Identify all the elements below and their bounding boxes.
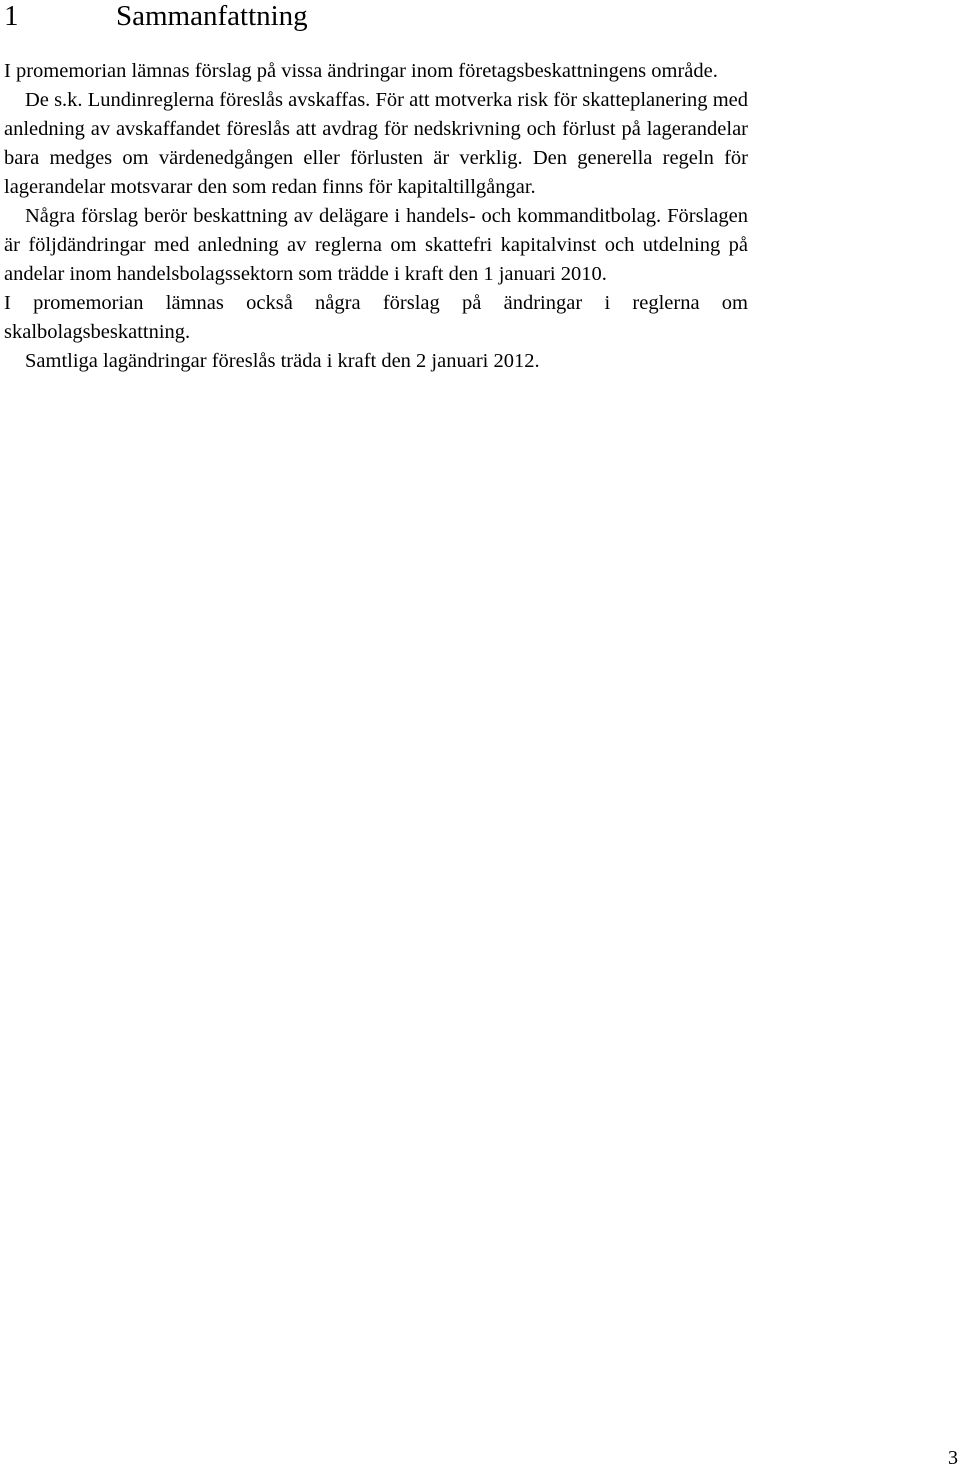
section-title: Sammanfattning — [116, 0, 308, 32]
section-heading — [4, 0, 308, 38]
section-body — [4, 57, 748, 376]
paragraph-intro: I promemorian lämnas förslag på vissa ändringar inom företagsbeskattningens område. — [4, 60, 718, 82]
section-number: 1 — [4, 0, 19, 32]
paragraph-effective-date: Samtliga lagändringar föreslås träda i kraft den 2 januari 2012. — [25, 350, 540, 372]
page-number: 3 — [948, 1447, 958, 1469]
paragraph-partnership: Några förslag berör beskattning av delägare i handels- och kommanditbolag. Förslagen är följdändringar med anledning av reglerna om skattefri kapitalvinst och utdelning på andelar inom handelsbolagssektorn som trädde i kraft den 1 januari 2010. — [4, 205, 748, 285]
paragraph-lundin-rules: De s.k. Lundinreglerna föreslås avskaffas. För att motverka risk för skatteplanering med anledning av avskaffandet föreslås att avdrag för nedskrivning och förlust på lagerandelar bara medges om värdenedgången eller förlusten är verklig. Den generella regeln för lagerandelar motsvarar den som redan finns för kapitaltillgångar. — [4, 89, 748, 198]
paragraph-shell-company: I promemorian lämnas också några förslag på ändringar i reglerna om skalbolagsbeskattning. — [4, 292, 748, 343]
